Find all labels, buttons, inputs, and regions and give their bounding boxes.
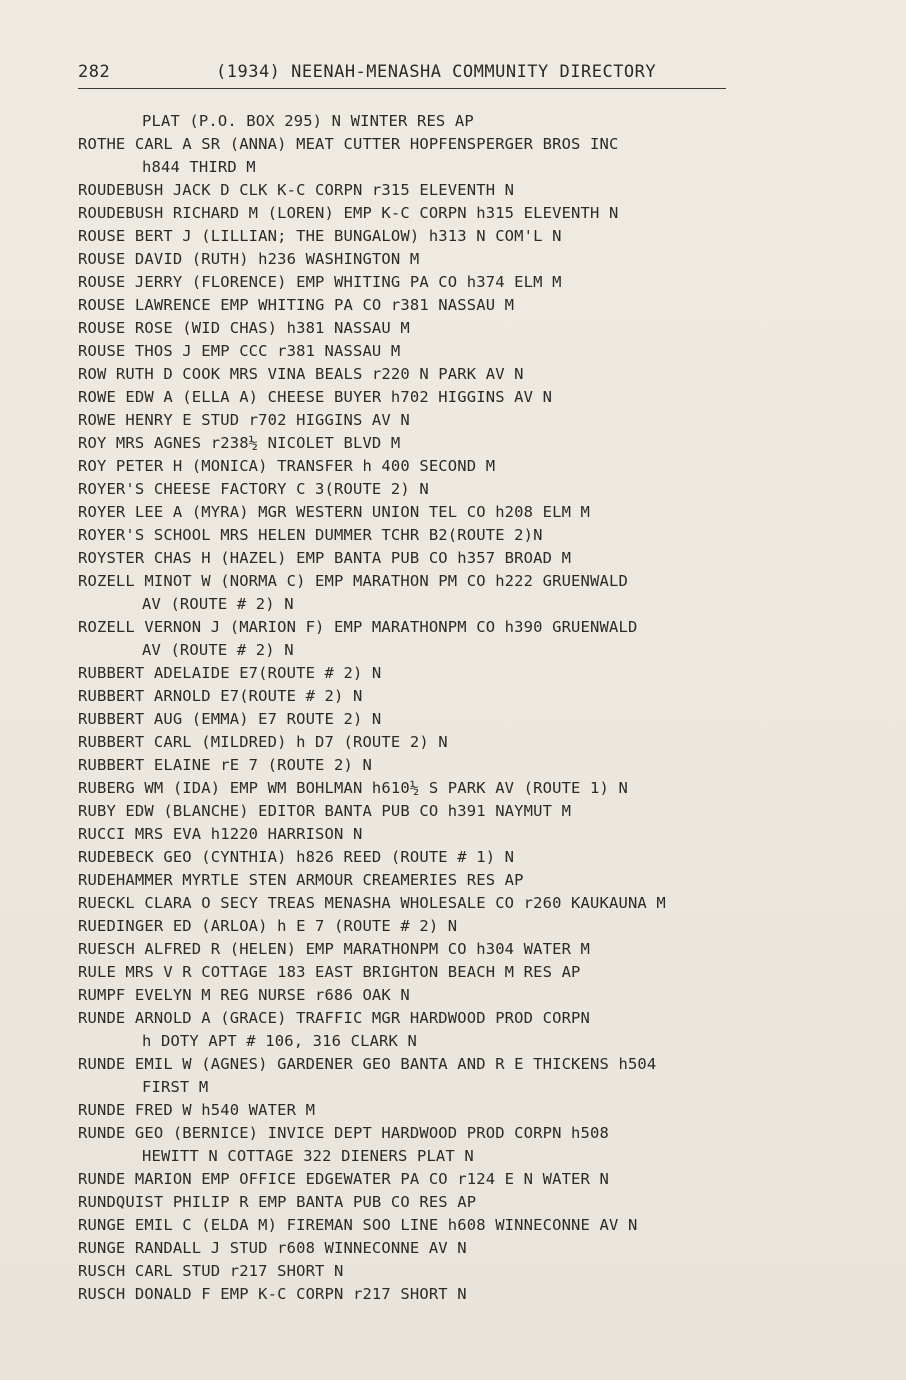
directory-entry xyxy=(78,225,868,248)
entry-line: RUDEHAMMER MYRTLE STEN ARMOUR CREAMERIES RES AP xyxy=(78,871,524,889)
entry-line: RUCCI MRS EVA h1220 HARRISON N xyxy=(78,825,363,843)
directory-entry xyxy=(78,961,868,984)
entry-line: RUDEBECK GEO (CYNTHIA) h826 REED (ROUTE # 1) N xyxy=(78,848,515,866)
entry-continuation-line: h844 THIRD M xyxy=(142,158,256,176)
entry-line: ROWE HENRY E STUD r702 HIGGINS AV N xyxy=(78,411,410,429)
header-rule xyxy=(78,88,726,89)
directory-entry xyxy=(78,938,868,961)
page-title: (1934) NEENAH-MENASHA COMMUNITY DIRECTORY xyxy=(216,62,657,82)
entry-line: ROUSE LAWRENCE EMP WHITING PA CO r381 NASSAU M xyxy=(78,296,515,314)
entry-line: ROZELL MINOT W (NORMA C) EMP MARATHON PM CO h222 GRUENWALD xyxy=(78,572,628,590)
entry-line: RUECKL CLARA O SECY TREAS MENASHA WHOLESALE CO r260 KAUKAUNA M xyxy=(78,894,666,912)
entry-line: ROY PETER H (MONICA) TRANSFER h 400 SECOND M xyxy=(78,457,496,475)
directory-entry xyxy=(78,432,868,455)
entry-line: RUBBERT ARNOLD E7(ROUTE # 2) N xyxy=(78,687,363,705)
directory-entry xyxy=(78,363,868,386)
entry-line: RUBBERT ELAINE rE 7 (ROUTE 2) N xyxy=(78,756,372,774)
directory-entry xyxy=(78,478,868,501)
directory-entry xyxy=(78,1007,868,1053)
directory-entry xyxy=(78,1237,868,1260)
directory-entry xyxy=(78,823,868,846)
directory-entry xyxy=(78,1053,868,1099)
entry-line: ROWE EDW A (ELLA A) CHEESE BUYER h702 HIGGINS AV N xyxy=(78,388,553,406)
directory-entry xyxy=(78,846,868,869)
entry-line: RUNGE EMIL C (ELDA M) FIREMAN SOO LINE h608 WINNECONNE AV N xyxy=(78,1216,638,1234)
entry-line: RUESCH ALFRED R (HELEN) EMP MARATHONPM CO h304 WATER M xyxy=(78,940,591,958)
entry-line: RUBBERT CARL (MILDRED) h D7 (ROUTE 2) N xyxy=(78,733,448,751)
entry-line: ROYER'S CHEESE FACTORY C 3(ROUTE 2) N xyxy=(78,480,429,498)
entry-line: RUNDE EMIL W (AGNES) GARDENER GEO BANTA AND R E THICKENS h504 xyxy=(78,1055,657,1073)
directory-entry xyxy=(78,455,868,478)
entry-line: RUBBERT ADELAIDE E7(ROUTE # 2) N xyxy=(78,664,382,682)
entry-line: RUNDE FRED W h540 WATER M xyxy=(78,1101,316,1119)
entry-line: RUNDE GEO (BERNICE) INVICE DEPT HARDWOOD PROD CORPN h508 xyxy=(78,1124,609,1142)
directory-entry xyxy=(78,892,868,915)
directory-entry xyxy=(78,317,868,340)
entry-line: RULE MRS V R COTTAGE 183 EAST BRIGHTON BEACH M RES AP xyxy=(78,963,581,981)
entry-line: RUBERG WM (IDA) EMP WM BOHLMAN h610½ S PARK AV (ROUTE 1) N xyxy=(78,779,628,797)
entry-continuation-line: PLAT (P.O. BOX 295) N WINTER RES AP xyxy=(142,112,474,130)
directory-entry xyxy=(78,133,868,179)
directory-entry xyxy=(78,1099,868,1122)
entry-line: ROUSE THOS J EMP CCC r381 NASSAU M xyxy=(78,342,401,360)
entry-line: ROYER LEE A (MYRA) MGR WESTERN UNION TEL CO h208 ELM M xyxy=(78,503,591,521)
entry-line: ROYSTER CHAS H (HAZEL) EMP BANTA PUB CO h357 BROAD M xyxy=(78,549,572,567)
directory-entry xyxy=(78,915,868,938)
directory-entry xyxy=(78,524,868,547)
entry-continuation-line: HEWITT N COTTAGE 322 DIENERS PLAT N xyxy=(142,1147,474,1165)
directory-entry xyxy=(78,1122,868,1168)
directory-entry xyxy=(78,271,868,294)
entry-line: ROYER'S SCHOOL MRS HELEN DUMMER TCHR B2(ROUTE 2)N xyxy=(78,526,543,544)
entry-line: RUBY EDW (BLANCHE) EDITOR BANTA PUB CO h391 NAYMUT M xyxy=(78,802,572,820)
directory-entry xyxy=(78,869,868,892)
entry-continuation-line: AV (ROUTE # 2) N xyxy=(142,641,294,659)
entry-line: ROY MRS AGNES r238½ NICOLET BLVD M xyxy=(78,434,401,452)
entry-continuation-line: h DOTY APT # 106, 316 CLARK N xyxy=(142,1032,417,1050)
entry-line: ROUSE BERT J (LILLIAN; THE BUNGALOW) h313 N COM'L N xyxy=(78,227,562,245)
entry-line: RUSCH DONALD F EMP K-C CORPN r217 SHORT N xyxy=(78,1285,467,1303)
directory-entry xyxy=(78,662,868,685)
entry-line: RUNDQUIST PHILIP R EMP BANTA PUB CO RES AP xyxy=(78,1193,477,1211)
entry-line: ROW RUTH D COOK MRS VINA BEALS r220 N PARK AV N xyxy=(78,365,524,383)
directory-entry xyxy=(78,294,868,317)
directory-entry xyxy=(78,501,868,524)
page-header xyxy=(78,62,728,88)
entry-continuation-line: FIRST M xyxy=(142,1078,209,1096)
directory-entry xyxy=(78,202,868,225)
entry-line: RUBBERT AUG (EMMA) E7 ROUTE 2) N xyxy=(78,710,382,728)
directory-entry xyxy=(78,409,868,432)
entry-line: ROUDEBUSH RICHARD M (LOREN) EMP K-C CORPN h315 ELEVENTH N xyxy=(78,204,619,222)
directory-entry xyxy=(78,547,868,570)
entry-line: RUNDE MARION EMP OFFICE EDGEWATER PA CO r124 E N WATER N xyxy=(78,1170,609,1188)
directory-entry xyxy=(78,685,868,708)
directory-entry xyxy=(78,340,868,363)
entry-line: RUNDE ARNOLD A (GRACE) TRAFFIC MGR HARDWOOD PROD CORPN xyxy=(78,1009,591,1027)
directory-entry xyxy=(78,1214,868,1237)
entry-continuation-line: AV (ROUTE # 2) N xyxy=(142,595,294,613)
entry-line: ROZELL VERNON J (MARION F) EMP MARATHONPM CO h390 GRUENWALD xyxy=(78,618,638,636)
directory-entry xyxy=(78,708,868,731)
directory-entry xyxy=(78,386,868,409)
directory-entry xyxy=(78,179,868,202)
directory-entry xyxy=(78,248,868,271)
directory-entries xyxy=(78,110,868,1306)
entry-line: RUEDINGER ED (ARLOA) h E 7 (ROUTE # 2) N xyxy=(78,917,458,935)
entry-line: ROUSE DAVID (RUTH) h236 WASHINGTON M xyxy=(78,250,420,268)
directory-entry xyxy=(78,731,868,754)
directory-entry xyxy=(78,777,868,800)
directory-entry xyxy=(78,616,868,662)
entry-line: RUSCH CARL STUD r217 SHORT N xyxy=(78,1262,344,1280)
entry-line: RUMPF EVELYN M REG NURSE r686 OAK N xyxy=(78,986,410,1004)
entry-line: ROUSE JERRY (FLORENCE) EMP WHITING PA CO h374 ELM M xyxy=(78,273,562,291)
page-number: 282 xyxy=(78,62,111,82)
directory-entry xyxy=(78,1260,868,1283)
entry-line: RUNGE RANDALL J STUD r608 WINNECONNE AV N xyxy=(78,1239,467,1257)
directory-entry xyxy=(78,570,868,616)
entry-line: ROUDEBUSH JACK D CLK K-C CORPN r315 ELEVENTH N xyxy=(78,181,515,199)
directory-entry xyxy=(78,1168,868,1191)
directory-entry xyxy=(78,110,868,133)
entry-line: ROTHE CARL A SR (ANNA) MEAT CUTTER HOPFENSPERGER BROS INC xyxy=(78,135,619,153)
directory-entry xyxy=(78,754,868,777)
entry-line: ROUSE ROSE (WID CHAS) h381 NASSAU M xyxy=(78,319,410,337)
directory-entry xyxy=(78,1283,868,1306)
directory-entry xyxy=(78,1191,868,1214)
directory-entry xyxy=(78,984,868,1007)
directory-entry xyxy=(78,800,868,823)
